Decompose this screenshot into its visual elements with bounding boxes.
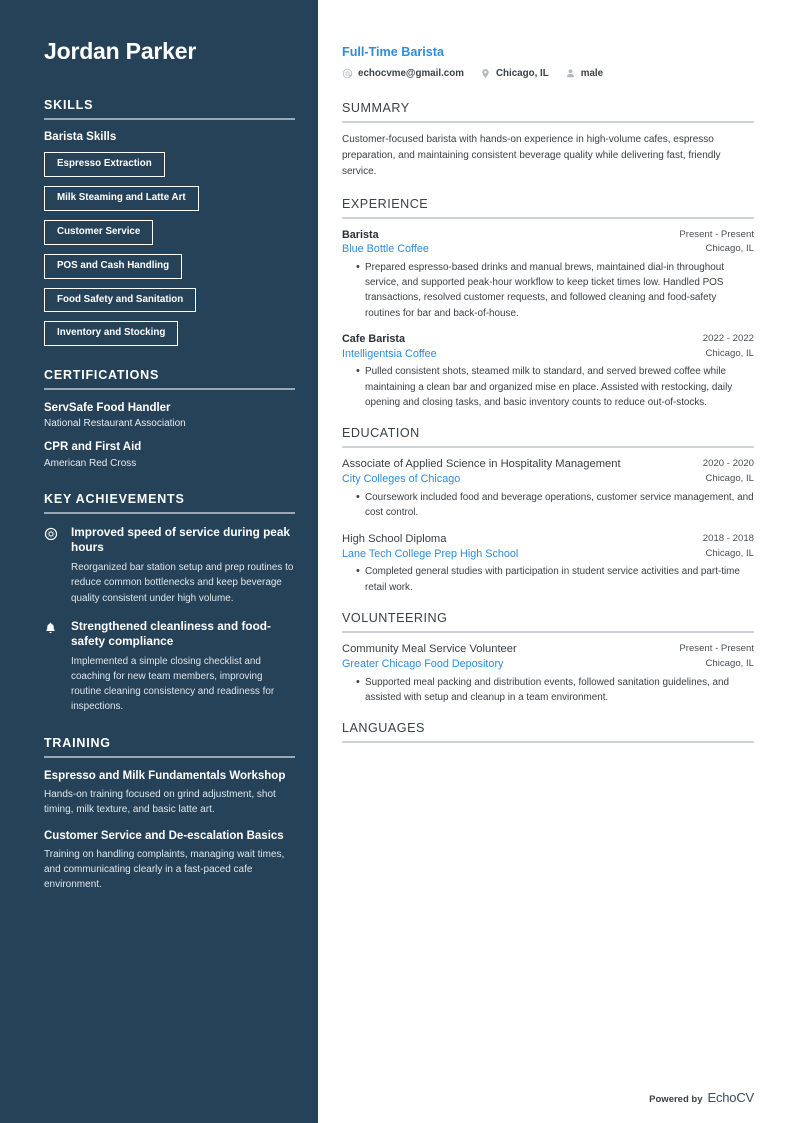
entry-organization[interactable]: Lane Tech College Prep High School [342, 547, 519, 560]
languages-heading: LANGUAGES [342, 721, 425, 736]
entry-title-row [342, 457, 754, 472]
entry-bullet: • Coursework included food and beverage operations, customer service management, and cost control. [356, 490, 754, 521]
training-list [44, 769, 294, 892]
certification-name: ServSafe Food Handler [44, 402, 171, 415]
sidebar-section-training [44, 736, 294, 892]
training-description: Hands-on training focused on grind adjustment, shot timing, milk texture, and basic latte art. [44, 789, 276, 816]
training-item [44, 769, 294, 817]
volunteering-entry-list [342, 642, 754, 705]
contact-text: echocvme@gmail.com [358, 68, 464, 79]
entry-bullet: • Prepared espresso-based drinks and manual brews, maintained dial-in throughout service, and supported peak-hour workflow to keep ticket times low. Handled POS transactions, resolved customer requests, and followed cleaning and food-safety routines for bar and back-of-house. [356, 260, 754, 321]
entry-role: Cafe Barista [342, 333, 406, 346]
contact-item [480, 68, 549, 79]
languages-divider [342, 741, 754, 743]
certification-item [44, 440, 294, 469]
summary-divider [342, 121, 754, 123]
volunteering-entry [342, 642, 754, 705]
experience-entry [342, 332, 754, 410]
skill-chip-list [44, 152, 294, 346]
summary-text: Customer-focused barista with hands-on experience in high-volume cafes, espresso preparation, and maintaining consistent beverage quality while delivering fast, friendly service. [342, 134, 721, 178]
bell-icon [44, 619, 60, 715]
skills-heading: SKILLS [44, 98, 94, 113]
key-achievement-item [44, 619, 294, 715]
training-heading: TRAINING [44, 736, 111, 751]
volunteering-divider [342, 631, 754, 633]
entry-location: Chicago, IL [705, 243, 754, 255]
entry-date-range: Present - Present [679, 228, 754, 240]
section-education [342, 426, 754, 595]
entry-organization[interactable]: Blue Bottle Coffee [342, 243, 429, 256]
experience-entry-list [342, 228, 754, 411]
entry-location: Chicago, IL [705, 658, 754, 670]
entry-bullet-list [342, 260, 754, 321]
skill-chip: Milk Steaming and Latte Art [44, 186, 199, 211]
entry-bullet: • Pulled consistent shots, steamed milk to standard, and served brewed coffee while maintaining a clean bar and organized mise en place. Assisted with restocking, daily opening and closing tasks, and basic inventory counts to reduce out-of-stocks. [356, 364, 754, 410]
education-divider [342, 446, 754, 448]
entry-org-row [342, 657, 754, 672]
entry-org-row [342, 242, 754, 257]
entry-bullet: • Supported meal packing and distribution events, followed sanitation guidelines, and assisted with setup and cleanup in a team environment. [356, 675, 754, 706]
skill-chip: Inventory and Stocking [44, 321, 178, 346]
training-name: Customer Service and De-escalation Basics [44, 830, 284, 843]
skill-chip: Food Safety and Sanitation [44, 288, 196, 313]
certification-name: CPR and First Aid [44, 441, 142, 454]
entry-title-row [342, 228, 754, 243]
certification-item [44, 401, 294, 430]
entry-title-row [342, 332, 754, 347]
entry-bullet-list [342, 490, 754, 521]
training-description: Training on handling complaints, managing wait times, and communicating clearly in a fast-paced cafe environment. [44, 849, 285, 891]
skill-chip: Customer Service [44, 220, 153, 245]
entry-date-range: 2022 - 2022 [702, 333, 754, 345]
training-item [44, 829, 294, 892]
entry-role: Barista [342, 228, 379, 241]
contact-text: male [580, 68, 604, 79]
entry-date-range: 2020 - 2020 [702, 458, 754, 470]
contact-text: Chicago, IL [495, 68, 549, 79]
section-volunteering [342, 611, 754, 705]
sidebar-section-certifications [44, 368, 294, 470]
entry-organization[interactable]: Greater Chicago Food Depository [342, 658, 504, 671]
entry-bullet-list [342, 675, 754, 706]
education-entry [342, 532, 754, 595]
entry-location: Chicago, IL [705, 547, 754, 559]
key-achievement-item [44, 525, 294, 606]
key-achievement-title: Strengthened cleanliness and food-safety compliance [71, 618, 271, 648]
certification-org: National Restaurant Association [44, 418, 186, 430]
skills-divider [44, 118, 295, 120]
section-summary [342, 101, 754, 181]
key-achievement-description: Reorganized bar station setup and prep routines to reduce common bottlenecks and keep beverage quality consistent under high volume. [71, 562, 294, 604]
email-icon [342, 68, 353, 79]
summary-heading: SUMMARY [342, 101, 410, 115]
headline-job-title: Full-Time Barista [342, 45, 444, 59]
sidebar-section-skills [44, 98, 294, 346]
key-achievement-list [44, 525, 294, 715]
entry-title-row [342, 642, 754, 657]
education-heading: EDUCATION [342, 426, 420, 441]
skill-chip: Espresso Extraction [44, 152, 165, 177]
section-languages [342, 721, 754, 743]
entry-date-range: Present - Present [679, 642, 754, 654]
location-pin-icon [480, 68, 491, 79]
entry-org-row [342, 547, 754, 562]
powered-by-label: Powered by [649, 1094, 703, 1105]
entry-bullet-list [342, 564, 754, 595]
volunteering-heading: VOLUNTEERING [342, 610, 448, 625]
entry-organization[interactable]: City Colleges of Chicago [342, 473, 461, 486]
key-achievement-title: Improved speed of service during peak hours [71, 524, 290, 555]
entry-org-row [342, 472, 754, 487]
certification-org: American Red Cross [44, 457, 137, 469]
certifications-divider [44, 388, 295, 390]
contact-item [565, 68, 603, 79]
candidate-name: Jordan Parker [44, 38, 197, 64]
key-achievements-divider [44, 512, 295, 514]
contact-info-row [342, 68, 754, 79]
footer-branding [649, 1090, 754, 1105]
entry-date-range: 2018 - 2018 [702, 532, 754, 544]
skill-group-title: Barista Skills [44, 131, 117, 144]
main-column [318, 0, 794, 1123]
entry-org-row [342, 347, 754, 362]
entry-title-row [342, 532, 754, 547]
sidebar [0, 0, 318, 1123]
entry-location: Chicago, IL [705, 347, 754, 359]
gear-icon [44, 525, 60, 606]
key-achievement-description: Implemented a simple closing checklist and coaching for new team members, improving routine cleaning consistency and readiness for inspections. [71, 656, 275, 713]
certifications-heading: CERTIFICATIONS [44, 368, 160, 383]
entry-bullet-list [342, 364, 754, 410]
experience-divider [342, 217, 754, 219]
entry-role: High School Diploma [342, 532, 447, 545]
contact-item [342, 68, 464, 79]
entry-role: Community Meal Service Volunteer [342, 642, 517, 655]
experience-entry [342, 228, 754, 322]
brand-name: EchoCV [707, 1090, 754, 1105]
section-experience [342, 197, 754, 411]
training-divider [44, 756, 295, 758]
sidebar-section-key-achievements [44, 492, 294, 715]
entry-organization[interactable]: Intelligentsia Coffee [342, 347, 437, 360]
person-icon [565, 68, 576, 79]
training-name: Espresso and Milk Fundamentals Workshop [44, 770, 286, 783]
education-entry-list [342, 457, 754, 595]
education-entry [342, 457, 754, 520]
certification-list [44, 401, 294, 470]
entry-location: Chicago, IL [705, 473, 754, 485]
entry-bullet: • Completed general studies with participation in student service activities and part-time retail work. [356, 564, 754, 595]
experience-heading: EXPERIENCE [342, 196, 429, 211]
entry-role: Associate of Applied Science in Hospitality Management [342, 458, 621, 471]
skill-chip: POS and Cash Handling [44, 254, 182, 279]
key-achievements-heading: KEY ACHIEVEMENTS [44, 491, 185, 506]
